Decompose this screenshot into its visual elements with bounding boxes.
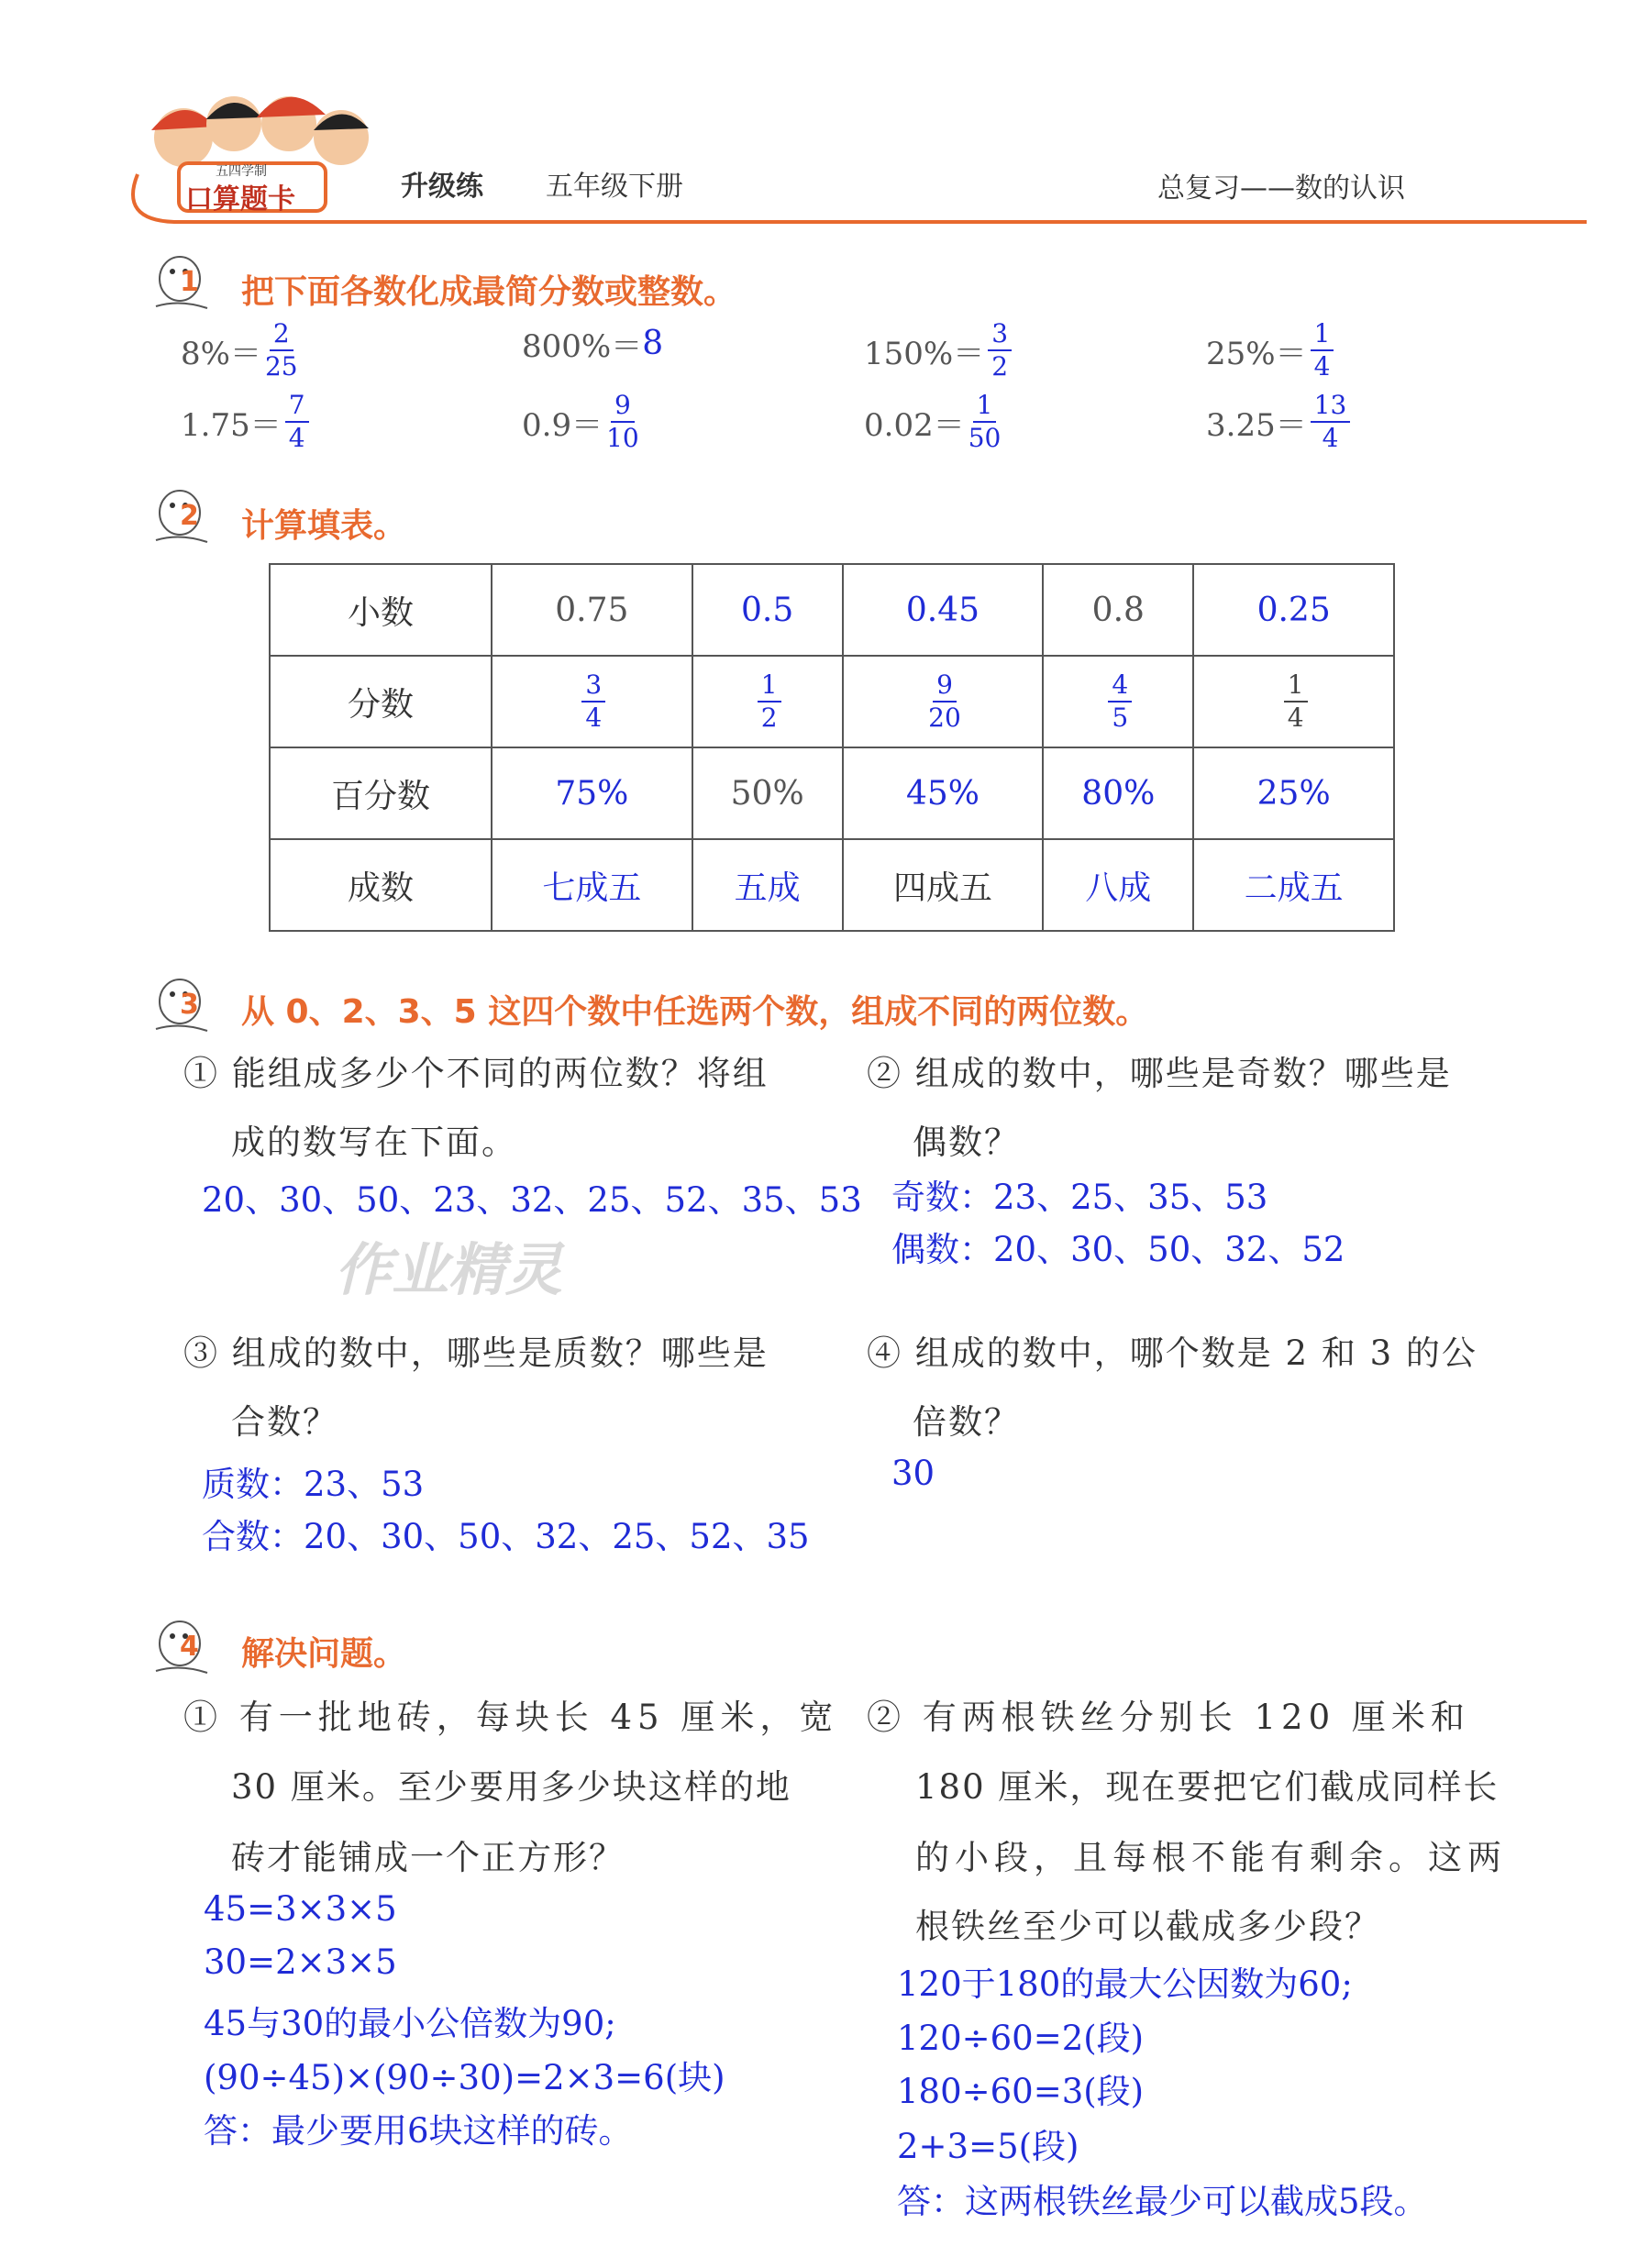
answer: (90÷45)×(90÷30)=2×3=6(块) [204,2058,725,2097]
question: ① 能组成多少个不同的两位数？将组 [183,1054,769,1093]
answer: 180÷60=3(段) [897,2072,1145,2111]
table-cell: 0.5 [692,564,843,656]
conversion-item: 150%＝ $\frac{3}{2}$ [864,321,1012,380]
conversion-item: 25%＝ $\frac{1}{4}$ [1206,321,1334,380]
conversion-table [269,563,1395,932]
table-cell: 四成五 [843,839,1044,931]
table-cell: $\frac{9}{20}$ [843,656,1044,747]
header-divider [119,156,1587,238]
row-label: 百分数 [270,747,492,839]
section3-title: 从 0、2、3、5 这四个数中任选两个数，组成不同的两位数。 [241,993,1149,1031]
section4-title: 解决问题。 [241,1635,407,1673]
row-label: 分数 [270,656,492,747]
table-row [270,656,1394,747]
answer: 45=3×3×5 [204,1889,397,1929]
question: ② 有两根铁丝分别长 120 厘米和 [867,1698,1470,1737]
answer: 20、30、50、23、32、25、52、35、53 [202,1180,862,1220]
table-cell: $\frac{3}{4}$ [492,656,692,747]
answer: 120于180的最大公因数为60; [897,1964,1353,2004]
row-label: 小数 [270,564,492,656]
question: 倍数？ [913,1402,1020,1442]
logo-title: 口算题卡 [185,183,295,216]
conversion-item: 8%＝ $\frac{2}{25}$ [181,318,298,382]
answer: 答：这两根铁丝最少可以截成5段。 [897,2182,1428,2221]
question: ② 组成的数中，哪些是奇数？哪些是 [867,1054,1452,1093]
section1-title: 把下面各数化成最简分数或整数。 [241,273,737,311]
table-cell: 50% [692,747,843,839]
question: 的小段，且每根不能有剩余。这两 [915,1838,1507,1877]
question: ① 有一批地砖，每块长 45 厘米，宽 [183,1698,839,1737]
table-cell: 0.8 [1043,564,1193,656]
answer: 偶数：20、30、50、32、52 [891,1230,1345,1269]
question: 砖才能铺成一个正方形？ [231,1838,625,1877]
logo-small-text: 五四学制 [216,164,267,179]
answer: 120÷60=2(段) [897,2019,1145,2058]
table-cell: 80% [1043,747,1193,839]
question: 偶数？ [913,1123,1020,1162]
question: 180 厘米，现在要把它们截成同样长 [915,1767,1500,1807]
grade-label: 五年级下册 [546,171,683,203]
table-cell: 0.75 [492,564,692,656]
question: 根铁丝至少可以截成多少段？ [915,1907,1380,1946]
table-cell: $\frac{4}{5}$ [1043,656,1193,747]
watermark: 作业精灵 [335,1236,563,1303]
table-cell: $\frac{1}{4}$ [1193,656,1394,747]
conversion-item: 800%＝ 8 [522,325,664,365]
answer: 质数：23、53 [202,1465,425,1504]
answer: 30 [891,1454,935,1493]
answer: 30=2×3×5 [204,1942,397,1982]
conversion-grid [181,318,1373,459]
section3-number: 3 [180,989,199,1021]
table-cell: 0.45 [843,564,1044,656]
table-cell: 75% [492,747,692,839]
table-cell: 45% [843,747,1044,839]
table-cell: 二成五 [1193,839,1394,931]
conversion-item: 0.02＝ $\frac{1}{50}$ [864,390,1002,453]
question: ③ 组成的数中，哪些是质数？哪些是 [183,1333,769,1373]
chapter-title: 总复习——数的认识 [1157,172,1405,205]
table-cell: 0.25 [1193,564,1394,656]
answer: 45与30的最小公倍数为90; [204,2004,616,2043]
question: ④ 组成的数中，哪个数是 2 和 3 的公 [867,1333,1478,1373]
series-name: 升级练 [401,171,483,203]
answer: 2+3=5(段) [897,2127,1079,2166]
row-label: 成数 [270,839,492,931]
table-cell: 七成五 [492,839,692,931]
conversion-item: 0.9＝ $\frac{9}{10}$ [522,390,639,453]
table-row [270,747,1394,839]
table-cell: $\frac{1}{2}$ [692,656,843,747]
answer: 答：最少要用6块这样的砖。 [204,2111,633,2151]
section4-number: 4 [180,1631,199,1663]
section1-number: 1 [180,266,199,298]
question: 合数？ [231,1402,338,1442]
answer: 奇数：23、25、35、53 [891,1178,1268,1217]
answer: 合数：20、30、50、32、25、52、35 [202,1517,810,1556]
question: 成的数写在下面。 [231,1123,517,1162]
table-cell: 五成 [692,839,843,931]
table-row [270,839,1394,931]
section2-number: 2 [180,500,199,532]
question: 30 厘米。至少要用多少块这样的地 [231,1767,791,1807]
conversion-item: 1.75＝ $\frac{7}{4}$ [181,393,309,451]
table-cell: 25% [1193,747,1394,839]
conversion-item: 3.25＝ $\frac{13}{4}$ [1206,393,1350,451]
table-row [270,564,1394,656]
table-cell: 八成 [1043,839,1193,931]
section2-title: 计算填表。 [241,507,407,545]
